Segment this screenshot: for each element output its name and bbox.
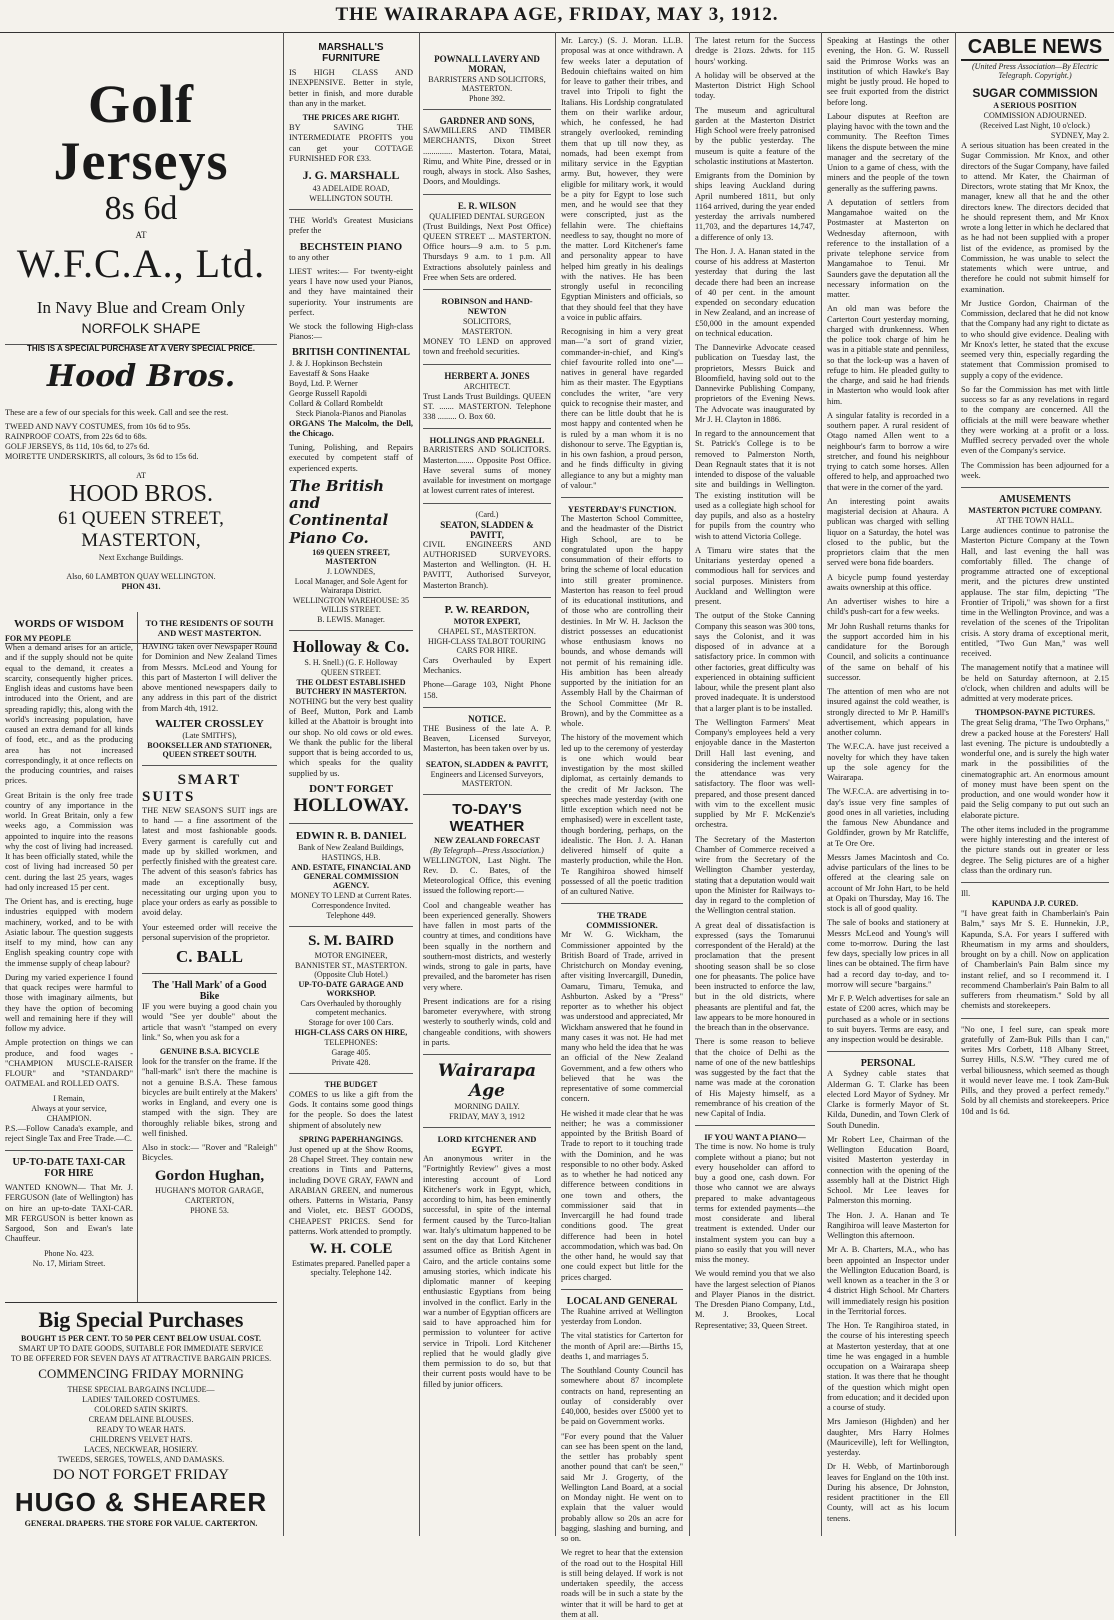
masthead-title: THE WAIRARAPA AGE, FRIDAY, MAY 3, 1912. [335, 4, 779, 25]
hughan-phone: PHONE 53. [190, 1205, 229, 1215]
residents-body: HAVING taken over Newspaper Round for Dominion and New Zealand Times from Messrs. McLeod and Young for this part of Masterton I will deliver the above mentioned newspapers daily to any address in this part of the district from March 4th, 1912. [142, 642, 277, 713]
gardner-body: SAWMILLERS AND TIMBER MERCHANTS, Dixon Street .............. Masterton. Totara, Matai, Rimu, and White Pine, dressed or in rough, always in stock. Also Sashes, Doors, and Mouldings. [423, 126, 551, 187]
news-para: A bicycle pump found yesterday awaits ownership at this office. [827, 572, 949, 592]
hood-intro: These are a few of our specials for this week. Call and see the rest. [5, 408, 229, 417]
news-para: A singular fatality is recorded in a southern paper. A rural resident of Otago named Allen went to a neighbour's farm to borrow a wire stretcher, and found his neighbour trying to catch some horses. Allen offered to help, and approached two that were in the corner of the yard. [827, 410, 949, 492]
bc-lewis: B. LEWIS. Manager. [317, 614, 385, 624]
holloway-addr: QUEEN STREET. [321, 667, 381, 677]
hood-name: HOOD BROS. [68, 481, 214, 508]
sugar-serious: A SERIOUS POSITION [993, 101, 1077, 110]
daniel-bank: Bank of New Zealand Buildings, [298, 842, 404, 852]
bc-role: Local Manager, and Sole Agent for Wairarapa District. [294, 576, 408, 595]
bechstein-stock: We stock the following High-class Pianos:— [289, 322, 413, 342]
daniel-money: MONEY TO LEND at Current Rates. [290, 890, 412, 900]
smart-title: SMART [177, 771, 242, 788]
pownall-body: BARRISTERS AND SOLICITORS, MASTERTON. [428, 75, 546, 93]
news-para: Mr F. P. Welch advertises for sale an estate of £200 acres, which may be purchased as a whole or in sections to suit buyers. Terms are easy, and any inspection would be desirable. [827, 994, 950, 1044]
bechstein-steck: Steck Pianola-Pianos and Pianolas [295, 408, 407, 418]
local-body: The Ruahine arrived at Wellington yesterday from London. [561, 1306, 683, 1326]
news-para: Speaking at Hastings the other evening, the Hon. G. W. Russell said the Primrose Works was an institution of which Hawke's Bay might be justly proud. He hoped to see fruit exported from the district before long. [827, 36, 949, 107]
purchases-l3: TO BE OFFERED FOR SEVEN DAYS AT ATTRACTIVE BARGAIN PRICES. [10, 1354, 272, 1363]
piano-body: The time is now. No home is truly complete without a piano; but not every householder can afford to buy a good one, cash down. For those who cannot we are always prepared to make advantageous terms for extended payments—the most considerate and liberal treatment is extended. Under our instalment system you can buy a piano so easily that you will never miss the money. [695, 1142, 815, 1264]
marshall-save: BY SAVING THE INTERMEDIATE PROFITS you can get your COTTAGE FURNISHED FOR £33. [289, 123, 413, 163]
hood-address: 61 QUEEN STREET, MASTERTON, [58, 508, 224, 552]
crossley-late: (Late SMITH'S), [182, 730, 237, 740]
news-para: Mr John Rushall returns thanks for the support accorded him in his candidature for the Borough Council, and solicits a continuance of the same on behalf of his successor. [827, 621, 949, 682]
reardon-phone: Phone—Garage 103, Night Phone 158. [423, 680, 551, 700]
trade-title: THE TRADE COMMISSIONER. [586, 910, 658, 931]
baird-addr: BANNISTER ST., MASTERTON. (Opposite Club Hotel.) [295, 960, 407, 979]
news-para: A holiday will be observed at the Masterton District High School today. [695, 70, 815, 101]
piano-body2: We would remind you that we also have the largest selection of Pianos and Player Pianos in the district. The Dresden Piano Company, Ltd., M. J. Brookes, Local Representative; 33, Queen Street. [695, 1269, 815, 1330]
ball-agents: Also in stock:— "Rover and "Raleigh" Bicycles. [142, 1143, 277, 1163]
purchases-l1: BOUGHT 15 PER CENT. TO 50 PER CENT BELOW USUAL COST. [21, 1334, 261, 1343]
baird-garage-phone: Garage 405. [331, 1047, 371, 1057]
purchases-item: LADIES' TAILORED COSTUMES. [82, 1395, 200, 1404]
robinson-title: ROBINSON and HAND-NEWTON [441, 296, 533, 316]
piano-maker-row: Eavestaff & Sons Haake [289, 368, 370, 378]
words-of-wisdom [5, 612, 133, 1269]
reardon-addr: CHAPEL ST., MASTERTON. [438, 626, 536, 636]
weather-body: WELLINGTON, Last Night. The Rev. D. C. Bates, of the Meteorological Office, this evening issued the following report:— [423, 855, 551, 896]
taxi-phone: Phone No. 423. [44, 1248, 94, 1258]
purchases-item: CREAM DELAINE BLOUSES. [88, 1415, 194, 1424]
robinson-sub: SOLICITORS, [462, 317, 512, 326]
marshall-body: IS HIGH CLASS AND INEXPENSIVE. Better in style, better in finish, and more durable than any in the market. [289, 68, 413, 108]
personal-para: Mrs Jamieson (Highden) and her daughter, Mrs Harry Holmes (Mauriceville), left for Wellington, yesterday. [827, 1417, 949, 1457]
jones-sub: ARCHITECT. [463, 381, 511, 391]
tp-body: The great Selig drama, "The Two Orphans," drew a packed house at the Foresters' Hall last evening. The picture is undoubtedly a wonderful one, and is surely the high water mark in the possibilities of the cinematographic art. An enormous amount of money must have been spent on the production, and one would wonder how it paid the Selig company to put out such an elaborate picture. [961, 718, 1109, 820]
masthead [0, 4, 1114, 33]
sugar-adj: COMMISSION ADJOURNED. [983, 111, 1087, 120]
reardon-cars: HIGH-CLASS TALBOT TOURING CARS FOR HIRE. [428, 636, 546, 655]
wisdom-para: The Orient has, and is erecting, huge industries equipped with modern machinery, worked, and to be with Asiatic labour. The question suggests itself to my mind, how can any English speaking country cope with the immense supply of cheap labour? [5, 897, 133, 968]
holloway-est: THE OLDEST ESTABLISHED BUTCHERY IN MASTERTON. [295, 677, 407, 696]
local-body3: The Southland County Council has somewhere about 87 incomplete contracts on hand, representing an outlay of considerably over £40,000, besides over £5000 yet to be paid on Government works. [561, 1366, 683, 1427]
paper-title: Wairarapa Age [438, 1061, 536, 1101]
hood-bros-ad [5, 359, 277, 637]
kitchener-body: An anonymous writer in the "Fortnightly Review" gives a most interesting account of Lord Kitchener's work in Egypt, which, according to him, has been eminently successful, in spite of the internal ferment caused by the Turco-Italian war. Italy's ultimatum happened to be sent on the day that Lord Kitchener assumed office as British Agent in Cairo, and the article contains some amusing stories, which indicate his diplomatic manner of keeping enthusiastic Egyptians from being involved in the conflict. Early in the war a number of Egyptian officers are said to have approached him for permission to volunteer for active service in Tripoli. Lord Kitchener replied that he would gladly give them permission to do so, but that their current posts would have to be filled by junior officers. [423, 1154, 551, 1389]
crossley-name: WALTER CROSSLEY [155, 717, 264, 730]
budget-body2: Just opened up at the Show Rooms, 28 Chapel Street. They contain new creations in Tints and Patterns, including DOVE GRAY, FAWN and ARABIAN GREEN, and numerous others. Patterns in Wistaria, Pansy and Violet, etc. BEST GOODS, CHEAPEST PRICES. Send for patterns. Work attended to promptly. [289, 1144, 413, 1236]
piano-maker-row: George Russell Rapoldi [289, 388, 368, 398]
reardon-over: Cars Overhauled by Expert Mechanics. [423, 655, 551, 675]
cole-name: W. H. COLE [309, 1241, 393, 1257]
hugo-foot: GENERAL DRAPERS. THE STORE FOR VALUE. CARTERTON. [24, 1519, 258, 1528]
hood-title: Hood Bros. [46, 359, 236, 394]
hood-at: AT [136, 471, 146, 481]
cole-foot: Estimates prepared. Panelled paper a specialty. Telephone 142. [292, 1259, 410, 1277]
taxi-body: WANTED KNOWN— That Mr. J. FERGUSON (late of Wellington) has on hire an up-to-date TAXI-CAR. MR FERGUSON is better known as Sargood, Son and Ewan's late Chauffeur. [5, 1183, 133, 1244]
sugar-title: SUGAR COMMISSION [972, 86, 1098, 100]
budget-title: THE BUDGET [324, 1079, 378, 1089]
kapunda-body: "I have great faith in Chamberlain's Pain Balm," says Mr S. E. Hunnekin, J.P., Kapunda, S.A. For years I suffered with Rheumatism in my arms and shoulders, brought on by a chill. Now on application of Chamberlain's Pain Balm since my instant relief, and so I recommend it. I recommend Chamberlain's Pain Balm to all sufferers from rheumatism." Sold by all chemists and storekeepers. [961, 909, 1109, 1011]
ball-body: IF you were buying a good chain you would "See yer double" about the article that wasn't "stamped on every link." So, when you ask for a [142, 1002, 277, 1042]
wisdom-sub: FOR MY PEOPLE [5, 634, 71, 643]
news-para: The museum and agricultural garden at the Masterton District High School were freely patronised by the public yesterday. The museum is quite a feature of the scholastic institutions at Masterton. [695, 105, 815, 166]
local-body4: "For every pound that the Valuer can see has been spent on the land, the settler has probably spent another pound that can't be seen," said Mr J. Grogerty, of the Wellington Land Board, at a social on Monday night. He went on to explain that the valuer would probably allow so 20s an acre for bagging, slashing and burning, and so on. [561, 1431, 683, 1543]
mpc-hall: AT THE TOWN HALL. [995, 516, 1075, 525]
column-3 [418, 32, 556, 1536]
sugar-body3: So far the Commission has met with little success so far as any revelations in regard to the company are concerned. All the officials at the mill were beaware whether they were working at a profit or a loss. Muffled secrecy pervaded over the whole even of the Company's service. [961, 384, 1109, 456]
news-para: The attention of men who are not insured against the cold weather, is strongly directed to Mr P. Hamill's advertisement, which appears in another column. [827, 687, 949, 737]
crossley-trade: BOOKSELLER AND STATIONER, QUEEN STREET SOUTH. [147, 740, 272, 759]
column-4 [556, 32, 688, 1619]
hughan-town: CARTERTON, [185, 1195, 234, 1205]
notice-title: NOTICE. [468, 713, 506, 724]
purchases-item: LACES, NECKWEAR, HOSIERY. [84, 1445, 198, 1454]
marshall-title: MARSHALL'S FURNITURE [318, 42, 384, 64]
daniel-role: AND. ESTATE, FINANCIAL AND GENERAL COMMISSION AGENCY. [291, 862, 411, 890]
hugo-shearer-ad [5, 1302, 277, 1529]
wilson-sub: QUALIFIED DENTAL SURGEON [429, 211, 545, 221]
notice-sub: Engineers and Licensed Surveyors, MASTERTON. [430, 769, 544, 788]
wisdom-sign: CHAMPION. [46, 1113, 92, 1123]
sugar-body4: The Commission has been adjourned for a week. [961, 460, 1109, 480]
paper-sub: MORNING DAILY. [454, 1102, 520, 1111]
wilson-title: E. R. WILSON [457, 200, 517, 211]
bechstein-tuning: Tuning, Polishing, and Repairs executed by competent staff of experienced experts. [289, 443, 413, 473]
yesterday-body: The Masterton School Committee, and the headmaster of the District High School, are to be congratulated upon the happy consummation of their efforts to bring the scheme of local education into still greater prominence. Masterton has reason to feel proud of its educational institutions, and of those who are controlling their destinies. In Mr W. H. Jackson the district possesses an educationist whose enthusiasm knows no bounds, and whose demands will not permit of his remaining idle. His ambition has been already supported by the initiation for an Assembly Hall by the Chairman of the School Committee (Mr R. Brown), and by the Committee as a whole. [561, 514, 683, 728]
holloway-dont: DON'T FORGET [309, 782, 393, 795]
sugar-body: A serious situation has been created in the Sugar Commission. Mr Knox, and other directors of the Sugar Company, have failed to attend. Mr Kater, the Chairman of Directors, wrote stating that Mr Knox, the manager, knew all that he and the other directors knew. The directors decided that he should represent them, and Mr Knox wrote a long letter in which he declared that as he had not been supplied with a proper list of the evidence, as promised by the Commission, he was unable to select the statements which were untrue, and therefore he could not submit himself for examination. [961, 141, 1109, 294]
golf-at: AT [135, 230, 147, 241]
news-para: The W.F.C.A. are advertising in to-day's issue very fine samples of good ones in all varieties, including the famous New Abundance and Goldfinder, grown by Mr Ratcliffe, at Te Ore Ore. [827, 787, 949, 848]
wisdom-always: Always at your service, [31, 1103, 107, 1113]
golf-note: THIS IS A SPECIAL PURCHASE AT A VERY SPECIAL PRICE. [27, 344, 255, 354]
weather-body3: Present indications are for a rising barometer everywhere, with strong westerly to southerly winds, cold and changeable conditions, with showers in parts. [423, 996, 551, 1047]
personal-para: The Hon. Te Rangihiroa stated, in the course of his interesting speech at Masterton yesterday, that at one time he was engaged in a humble occupation on a Wairarapa sheep station. It was there that he thought of the question which might open from education; and it decided upon a course of study. [827, 1321, 949, 1412]
marshall-name: J. G. MARSHALL [302, 168, 400, 182]
news-para: The Hon. J. A. Hanan stated in the course of his address at Masterton yesterday that during the last decade there had been an increase of 40 per cent. in the amount expended on secondary education in New Zealand, and an increase of £50,000 in the amount expended on technical education. [695, 246, 815, 338]
marshall-prices: THE PRICES ARE RIGHT. [302, 113, 400, 122]
golf-colours: In Navy Blue and Cream Only [36, 298, 246, 318]
jones-title: HERBERT A. JONES [444, 370, 530, 381]
wisdom-ps: P.S.—Follow Canada's example, and reject Single Tax and Free Trade.—C. [5, 1123, 133, 1143]
holloway-title: Holloway & Co. [292, 636, 410, 656]
local-body5: We regret to hear that the extension of the road out to the Hospital Hill is still being delayed. If work is not undertaken speedily, the access roads will be in such a state by the winter that it will be hard to get at them at all. [561, 1548, 683, 1619]
holloway-names: S. H. Snell.) (G. F. Holloway [304, 657, 398, 667]
gardner-title: GARDNER AND SONS, [439, 116, 535, 126]
piano-maker-row: Boyd, Ltd. P. Werner [289, 378, 358, 388]
sugar-recv: (Received Last Night, 10 o'clock.) [980, 121, 1090, 130]
wisdom-title: WORDS OF WISDOM [13, 618, 124, 630]
pownall-phone: Phone 392. [469, 94, 505, 103]
wilson-body: (Trust Buildings, Next Post Office) QUEEN STREET ... MASTERTON. Office hours—9 a.m. to 5 p.m. Thursdays 9 a.m. to 1 p.m. All Extractions absolutely painless and Free when Sets are ordered. [423, 221, 551, 282]
column-1 [0, 32, 282, 1536]
purchases-l2: SMART UP TO DATE GOODS, SUITABLE FOR IMMEDIATE SERVICE [18, 1344, 264, 1353]
seaton-title: SEATON, SLADDEN & PAVITT, [440, 519, 534, 540]
holloway-body: NOTHING but the very best quality of Beef, Mutton, Pork and Lamb killed at the Abattoir is brought into our shop. No old cows or old ewes. We thank the public for the liberal support that is being accorded to us, which speaks for the quality supplied by us. [289, 696, 413, 778]
budget-sub: SPRING PAPERHANGINGS. [299, 1134, 403, 1144]
marshall-town: WELLINGTON SOUTH. [309, 194, 393, 203]
hughan-garage: HUGHAN'S MOTOR GARAGE, [155, 1185, 264, 1195]
smart-tail: Your esteemed order will receive the personal supervision of the proprietor. [142, 922, 277, 942]
marshall-addr: 43 ADELAIDE ROAD, [312, 184, 390, 193]
bc-wh: WELLINGTON WAREHOUSE: 35 WILLIS STREET. [292, 595, 410, 614]
daniel-title: EDWIN R. B. DANIEL [295, 829, 407, 842]
news-para: The W.F.C.A. have just received a novelty for which they have taken up the sole agency for the Wairarapa. [827, 742, 949, 782]
holloway-name: HOLLOWAY. [293, 794, 409, 816]
sugar-place: SYDNEY, May 2. [1050, 131, 1109, 140]
ball-body2: look for the transfer on the frame. If the "hall-mark" isn't there the machine is not a genuine B.S.A. These famous bicycles are built entirely at the Makers' works in England, and every one is stamped with the sign. They are thoroughly reliable bikes, strong and well finished. [142, 1057, 277, 1138]
piano-title: IF YOU WANT A PIANO— [704, 1132, 806, 1143]
purchases-l5: DO NOT FORGET FRIDAY [52, 1467, 229, 1483]
hollings-body: BARRISTERS AND SOLICITORS. Masterton........ Opposite Post Office. Have several sums of money available for investment on mortgage at lowest current rates of interest. [423, 445, 551, 496]
paper-date: FRIDAY, MAY 3, 1912 [449, 1112, 525, 1121]
hollings-title: HOLLINGS AND PRAGNELL [429, 435, 545, 446]
smart-title2: SUITS [142, 788, 196, 805]
weather-sub: NEW ZEALAND FORECAST [434, 835, 540, 845]
purchases-item: THESE SPECIAL BARGAINS INCLUDE— [67, 1385, 215, 1394]
baird-storage: Storage for over 100 Cars. [308, 1017, 394, 1027]
taxi-title: UP-TO-DATE TAXI-CAR FOR HIRE [12, 1157, 126, 1179]
bechstein-name: BECHSTEIN PIANO [299, 240, 403, 253]
golf-jerseys-ad [5, 74, 277, 354]
robinson-town: MASTERTON. [461, 327, 513, 336]
column-6 [822, 32, 954, 1536]
news-para: The sale of books and stationery at Messrs McLeod and Young's will come to-morrow. During the last few days, specially low prices in all lines can be obtained. The firm have had a record day to-day, and to-morrow will secure "bargains." [827, 918, 949, 989]
daniel-town: HASTINGS, H.B. [321, 852, 381, 862]
bechstein-pianos: BRITISH CONTINENTAL [292, 346, 410, 358]
purchases-l4: COMMENCING FRIDAY MORNING [38, 1366, 244, 1381]
bechstein-tail: to any other [289, 252, 330, 262]
golf-title: Golf Jerseys [53, 74, 229, 191]
piano-maker-row: Collard & Collard Rombeldt [289, 398, 383, 408]
golf-firm: W.F.C.A., Ltd. [16, 241, 266, 287]
daniel-corr: Correspondence Invited. [311, 900, 391, 910]
bechstein-body: THE World's Greatest Musicians prefer the [289, 216, 413, 236]
news-para: The Secretary of the Masterton Chamber of Commerce received a wire from the Secretary of the Wellington Chamber yesterday, stating that a deputation would wait upon the Minister for Railways to-day in regard to the completion of the Wellington central station. [695, 834, 815, 916]
mpc-body2: The management notify that a matinee will be held on Saturday afternoon, at 2.15 o'clock, when children and adults will be admitted at very moderate prices. [961, 663, 1109, 703]
golf-price: 8s 6d [104, 190, 178, 228]
golf-shape: NORFOLK SHAPE [81, 320, 201, 337]
hood-item: GOLF JERSEYS, 8s 11d, 10s 6d, to 27s 6d. [5, 442, 150, 452]
bechstein-list: LIEST writes:— For twenty-eight years I have now used your Pianos, and they have maintained their superiority. Your instruments are perfect. [289, 266, 413, 317]
yesterday-title: YESTERDAY'S FUNCTION. [567, 504, 677, 514]
wisdom-para: When a demand arises for an article, and if the supply should not be quite equal to the demand, it creates a scarcity, consequently higher prices. English ideas and customs have been introduced into the Orient, and are spreading rapidly; this, along with the world's increasing population, have caused an extra demand for all kinds of food, etc., and as the producing area has not increased correspondingly, it at once reflects on the producing countries, and raises prices. [5, 643, 133, 786]
notice-body: THE Business of the late A. P. Beaven, Licensed Surveyor, Masterton, has been taken over by us. [423, 723, 551, 754]
news-para: An old man was before the Carterton Court yesterday morning, charged with drunkenness. When the police took charge of him he was in a pitiable state and penniless, so that the lock-up was a haven of refuge to him. He pleaded guilty to the charge, and said he had friends in Masterton who would look after him. [827, 304, 949, 406]
hood-also: Also, 60 LAMBTON QUAY WELLINGTON. [66, 572, 216, 582]
ill-label: Ill. [961, 889, 971, 898]
cable-by: (United Press Association—By Electric Telegraph. Copyright.) [972, 62, 1098, 80]
news-para: Messrs James Macintosh and Co. advise particulars of the lines to be offered at the clearing sale on account of Mr John Hart, to be held at Opaki on Thursday, May 16. The stock is all of good quality. [827, 852, 949, 913]
tp-body2: The other items included in the programme were highly interesting and the interest of the picture stands out in greater or less degree. The Selig pictures are of a higher class than the ordinary run. [961, 824, 1109, 875]
local-title: LOCAL AND GENERAL [566, 1295, 678, 1307]
purchases-title: Big Special Purchases [38, 1307, 244, 1332]
budget-body: COMES to us like a gift from the Gods. It contains some good things for the people. So does the latest shipment of absolutely new [289, 1089, 413, 1130]
mid-ads [137, 612, 277, 1302]
kitchener-title: LORD KITCHENER AND EGYPT. [437, 1134, 537, 1154]
seaton-card: (Card.) [475, 509, 499, 519]
cable-title: CABLE NEWS [961, 36, 1109, 61]
hood-item: MOIRETTE UNDERSKIRTS, all colours, 3s 6d to 15s 6d. [5, 452, 199, 462]
personal-para: A Sydney cable states that Alderman G. T. Clarke has been elected Lord Mayor of Sydney. Mr Clarke is formerly Mayor of St. Kilda, Dunedin, and Town Clerk of South Dunedin. [827, 1069, 949, 1130]
weather-by: (By Telegraph—Press Association.) [430, 845, 544, 855]
news-para: An interesting point awaits magisterial decision at Ahaura. A publican was charged with selling liquor on a Saturday, the hotel was closed to the public, but the proprietors claim that the men served were bona fide boarders. [827, 496, 949, 568]
personal-para: Mr A. B. Charters, M.A., who has been appointed an Inspector under the Wellington Education Board, is well known as a teacher in the 3 or 4 district High School. Mr Charters will immediately resign his position in the Territorial forces. [827, 1245, 949, 1316]
taxi-addr: No. 17, Miriam Street. [32, 1258, 106, 1268]
purchases-item: READY TO WEAR HATS. [96, 1425, 186, 1434]
news-para: A Timaru wire states that the Unitarians yesterday opened a commodious hall for services and social purposes. Ministers from Auckland and Wellington were present. [695, 545, 815, 606]
wisdom-remain: I Remain, [53, 1093, 85, 1103]
local-body2: The vital statistics for Carterton for the month of April are:—Births 15, deaths 1, and marriages 5. [561, 1331, 683, 1361]
baird-title: S. M. BAIRD [308, 932, 394, 949]
news-para: A great deal of dissatisfaction is expressed (says the Tomarunui correspondent of the Herald) at the proclamation that the present shooting season shall be so close one for pheasants. The police have been instructed to enforce the law, but in the old districts, where pheasants are plentiful and fat, the law appears to be more honoured in the breach than in the observance. [695, 920, 816, 1032]
bc-addr: 169 QUEEN STREET, MASTERTON [312, 547, 390, 566]
baird-private-phone: Private 428. [331, 1057, 371, 1067]
news-para: Labour disputes at Reefton are playing havoc with the town and the community. The Reefton Times likens the dispute between the mine manager and the secretary of the Union to a game of chess, with the miners and the people of the town generally as the suffering pawns. [827, 111, 949, 193]
sugar-body2: Mr Justice Gordon, Chairman of the Commission, declared that he did not know that the Company had any right to dictate as to who should give evidence. Dealing with Mr Knox's letter, he stated that the excuse seemed very thin, especially regarding the statement that Commission promised to supply a copy of the evidence. [961, 298, 1109, 380]
column-7 [956, 32, 1114, 1536]
wisdom-para: Ample protection on things we can produce, and food wages - "CHAMPION MUSCLE-RAISER FLOUR" and "STANDARD" OATMEAL and ROLLED OATS. [5, 1038, 133, 1089]
hood-phone: PHON 431. [121, 582, 161, 592]
news-para: An advertiser wishes to hire a child's push-cart for a few weeks. [827, 597, 949, 617]
personal-para: Mr Robert Lee, Chairman of the Wellington Education Board, visited Masterton yesterday in connection with the opening of the assembly hall at the District High School. Mr Lee leaves for Palmerston this morning. [827, 1134, 949, 1206]
ball-cycle: GENUINE B.S.A. BICYCLE [159, 1047, 260, 1056]
mpc-body: Large audiences continue to patronise the Masterton Picture Company at the Town Hall, and last evening the hall was comfortably filled. The change of programme attracted one of exceptional merit, and the pictures drew unstinted applause. The star film, depicting "The Frontier of Tripoli," was shown for a first time in the Wellington Province, and was a revelation of the scenes of the Tripolitan crisis. A story drama of exceptional merit, entitled, "Two Gun Man," was well received. [961, 526, 1109, 658]
hughan-name: Gordon Hughan, [154, 1167, 265, 1184]
wisdom-para: During my varied experience I found that quack recipes were harmful to those with imaginary ailments, but they have the option of becoming well and remaining here if they will follow my advice. [5, 972, 133, 1033]
personal-para: Dr H. Webb, of Martinborough leaves for England on the 10th inst. During his absence, Dr Johnston, resident practitioner in the Ell County, will act as his locum tenens. [827, 1462, 949, 1523]
amusements-title: AMUSEMENTS [999, 494, 1071, 505]
zambuk-body: "No one, I feel sure, can speak more gratefully of Zam-Buk Pills than I can," writes Mrs Corbett, 118 Albany Street, Surrey Hills, N.S.W. "They cured me of verbal biliousness, which seemed as though it would never leave me. I took Zam-Buk Pills, and they proved a perfect remedy." Sold by all chemists and storekeepers. Price 10d and 1s 6d. [961, 1024, 1109, 1116]
news-para: The output of the Stoke Canning Company this season was 300 tons, says the Colonist, and it was disposed of in advance at a satisfactory price. In common with other factories, great difficulty was experienced in obtaining sufficient labour, while the present plant also proved inadequate. It is understood that a larger plant is to be installed. [695, 611, 815, 713]
hugo-name: HUGO & SHEARER [14, 1487, 268, 1517]
pownall-title: POWNALL LAVERY AND MORAN, [434, 54, 540, 74]
baird-cars: Cars Overhauled by thoroughly competent mechanics. [300, 998, 402, 1017]
daniel-phone: Telephone 449. [326, 910, 376, 920]
trade-body: Mr W. G. Wickham, the Commissioner appointed by the British Board of Trade, arrived in Christchurch on Monday evening, after visiting Invercargill, Dunedin, Oamaru, Timaru, Temuka, and Ashburton. Asked by a "Press" reporter as to whether his object was understood and appreciated, Mr Wickham answered that he found in many cases it was not. He had met many who held the idea that he was an official of the New Zealand Government, and a few others who believed that he was the representative of some commercial concern. [561, 930, 683, 1104]
residents-title: TO THE RESIDENTS OF SOUTH AND WEST MASTERTON. [145, 618, 274, 638]
bc-mgr: J. LOWNDES, [326, 566, 376, 576]
kitchener-body2: Mr. Larcy.) (S. J. Moran. LL.B. proposal was at once withdrawn. A few weeks later a deputation of Bedouin chieftains waited on him for leave to gather their tribes, and travel into Tripoli to fight the Italians. His Lordship congratulated them on their warlike ardour, which, he confessed, he had strangely overlooked, reminding them that up till now they, as nomads, had been exempt from military service in the Egyptian army. But, however, they were eligible for military work, it would be a pity for Egypt to lose such men, and he would see that they were conscripted, just as the fellahin were. The chieftains needless to say, thought no more of the matter. Lord Kitchener's fame and personality appear to have helped him greatly in his dealings with the natives. He has been strongly useful in reconciling Egyptian Ministers and officials, so that they should feel that they have a voice in public affairs. [561, 36, 683, 322]
bechstein-organs: ORGANS The Malcolm, the Dell, the Chicago. [289, 418, 413, 438]
reardon-sub: MOTOR EXPERT, [453, 616, 521, 626]
kapunda-title: KAPUNDA J.P. CURED. [991, 899, 1079, 908]
notice-name: SEATON, SLADDEN & PAVITT, [425, 758, 549, 769]
baird-hire: HIGH-CLASS CARS ON HIRE, [294, 1027, 408, 1037]
column-2 [284, 32, 418, 1536]
jones-body: Trust Lands Trust Buildings. QUEEN ST. ....... MASTERTON. Telephone 338 ......... O. Box 60. [423, 391, 551, 421]
baird-sub: MOTOR ENGINEER, [314, 950, 388, 960]
personal-title: PERSONAL [860, 1058, 916, 1070]
ball-name: C. BALL [175, 947, 244, 966]
bc-title: The British and Continental Piano Co. [289, 476, 389, 547]
trade-body2: He wished it made clear that he was neither; he was a commissioner appointed by the British Board of Trade to report to it touching trade with the Dominion, and he was responsible to no other body. Asked as to whether he had noticed any difference between conditions in one town and others, the commissioner said that in Invercargill he had found trade conditions good. The great difference had been in hotel accommodation, which was bad. On the other hand, he would say that one could expect but little for the prices charged. [561, 1108, 683, 1282]
baird-garage: UP-TO-DATE GARAGE AND WORKSHOP. [298, 979, 404, 998]
news-para: The Dannevirke Advocate ceased publication on Tuesday last, the proprietors, Messrs Buick and Bloomfield, having sold out to the Dannevirke Publishing Company, proprietors of the Evening News. The Advocate was inaugurated by Mr J. H. Clayton in 1886. [695, 343, 815, 424]
weather-body2: Cool and changeable weather has been experienced generally. Showers have fallen in most parts of the country at times, and conditions have been squally in the northern and southern-most districts, and westerly winds, strong to gale in parts, have prevailed, and the barometer has risen very where. [423, 900, 551, 992]
kitchener-body3: Recognising in him a very great man—"a sort of grand vizier, commander-in-chief, and King's chief favourite rolled into one"—natives in general have regarded him as their master. The Egyptians concludes the writer, "are very quick to recognise their master, and there can be little doubt that he is most happy and contented when he is ruled by a man whom it is no dishonour to serve. The Egyptian is, in his own fashion, a proud person, and he finds difficulty in giving allegiance to any but a mighty man of valour." [561, 327, 683, 490]
wisdom-para: Great Britain is the only free trade country of any importance in the world. In Great Britain, only a few weeks ago, a Commission was appointed to inquire into the reasons why the cost of living had increased. It has been officially stated, while the cost of living had increased 50 per cent. during the last 25 years, wages had only increased 15 per cent. [5, 790, 133, 892]
news-para: Emigrants from the Dominion by ships leaving Auckland during April numbered 1811, but only 1164 arrived, during the year ended yesterday the arrivals numbered 11,703, and the departures 14,747, a difference of only 13. [695, 171, 815, 242]
hood-item: RAINPROOF COATS, from 22s 6d to 68s. [5, 432, 147, 442]
ball-title: The 'Hall Mark' of a Good Bike [152, 980, 267, 1002]
news-para: A deputation of settlers from Mangamahoe waited on the Postmaster at Masterton on Wednesday afternoon, with reference to the installation of a private telephone service from Mangamahoe to Tenui. Mr Saunders gave the deputation all the necessary information on the matter. [827, 197, 949, 299]
column-5 [690, 32, 820, 1536]
purchases-item: TWEEDS, SERGES, TOWELS, AND DAMASKS. [57, 1455, 225, 1464]
yesterday-body2: The history of the movement which led up to the ceremony of yesterday is one which would bear investigation by the most skilled diplomat, as certainly demands to the credit of Mr Jackson. The speeches made yesterday (with one little exception which need not be emphasised) were in excellent taste, though bordering, perhaps, on the idealistic. The Hon. J. A. Hanan delivered himself of quite a masterly production, while the Hon. Te Rangihiroa showed himself possessed of all the poetic tradition of an cultured Native. [561, 733, 683, 896]
smart-body: THE NEW SEASON'S SUIT ings are to hand — a fine assortment of the latest and most fashionable goods. Every garment is carefully cut and made up by skilled workmen, and perfectly finished with the greatest care. The advent of this season's fabrics has made an exceptionally busy, necessitating our urging upon you to place your orders as early as possible to avoid delay. [142, 805, 277, 918]
weather-title: TO-DAY'S WEATHER [449, 800, 525, 835]
news-para: In regard to the announcement that St. Patrick's College is to be removed to Palmerston North, Dean Regnault states that it is not intended to dispose of the valuable site and buildings in Wellington. The existing institution will be used as a collegiate high school for day pupils, and also as a hostelry for pupils from the country who wish to attend Victoria College. [695, 429, 815, 541]
purchases-item: COLORED SATIN SKIRTS. [94, 1405, 188, 1414]
personal-para: The Hon. J. A. Hanan and Te Rangihiroa will leave Masterton for Wellington this afternoon. [827, 1210, 949, 1240]
baird-tel: TELEPHONES: [324, 1037, 378, 1047]
robinson-body: MONEY TO LEND on approved town and freehold securities. [423, 337, 551, 357]
seaton-body: CIVIL ENGINEERS AND AUTHORISED SURVEYORS. Masterton and Wellington. (H. H. PAVITT, Authorised Surveyor, Masterton Branch). [423, 539, 551, 590]
news-para: The Wellington Farmers' Meat Company's employees held a very enjoyable dance in the Masterton Drill Hall last evening, and considering the inclement weather the attendance was very satisfactory. The floor was well-prepared, and those present danced with vim to the excellent music supplied by Mr F. McKenzie's orchestra. [695, 717, 815, 830]
mpc-title: MASTERTON PICTURE COMPANY. [968, 506, 1102, 515]
tp-title: THOMPSON-PAYNE PICTURES. [974, 708, 1095, 718]
reardon-title: P. W. REARDON, [444, 603, 530, 616]
hood-next: Next Exchange Buildings. [98, 553, 184, 563]
news-para: The latest return for the Success dredge is 21ozs. 2dwts. for 115 hours' working. [695, 36, 815, 66]
purchases-item: CHILDREN'S VELVET HATS. [89, 1435, 193, 1444]
hood-item: TWEED AND NAVY COSTUMES, from 10s 6d to 95s. [5, 422, 191, 432]
news-para: There is some reason to believe that the choice of Delhi as the name of one of the new battleships was suggested by the fact that the name was made at the coronation of His Majesty himself, as a remembrance of his creation of the new Capital of India. [695, 1037, 815, 1118]
piano-maker-row: J. & J. Hopkinson Bechstein [289, 358, 383, 368]
